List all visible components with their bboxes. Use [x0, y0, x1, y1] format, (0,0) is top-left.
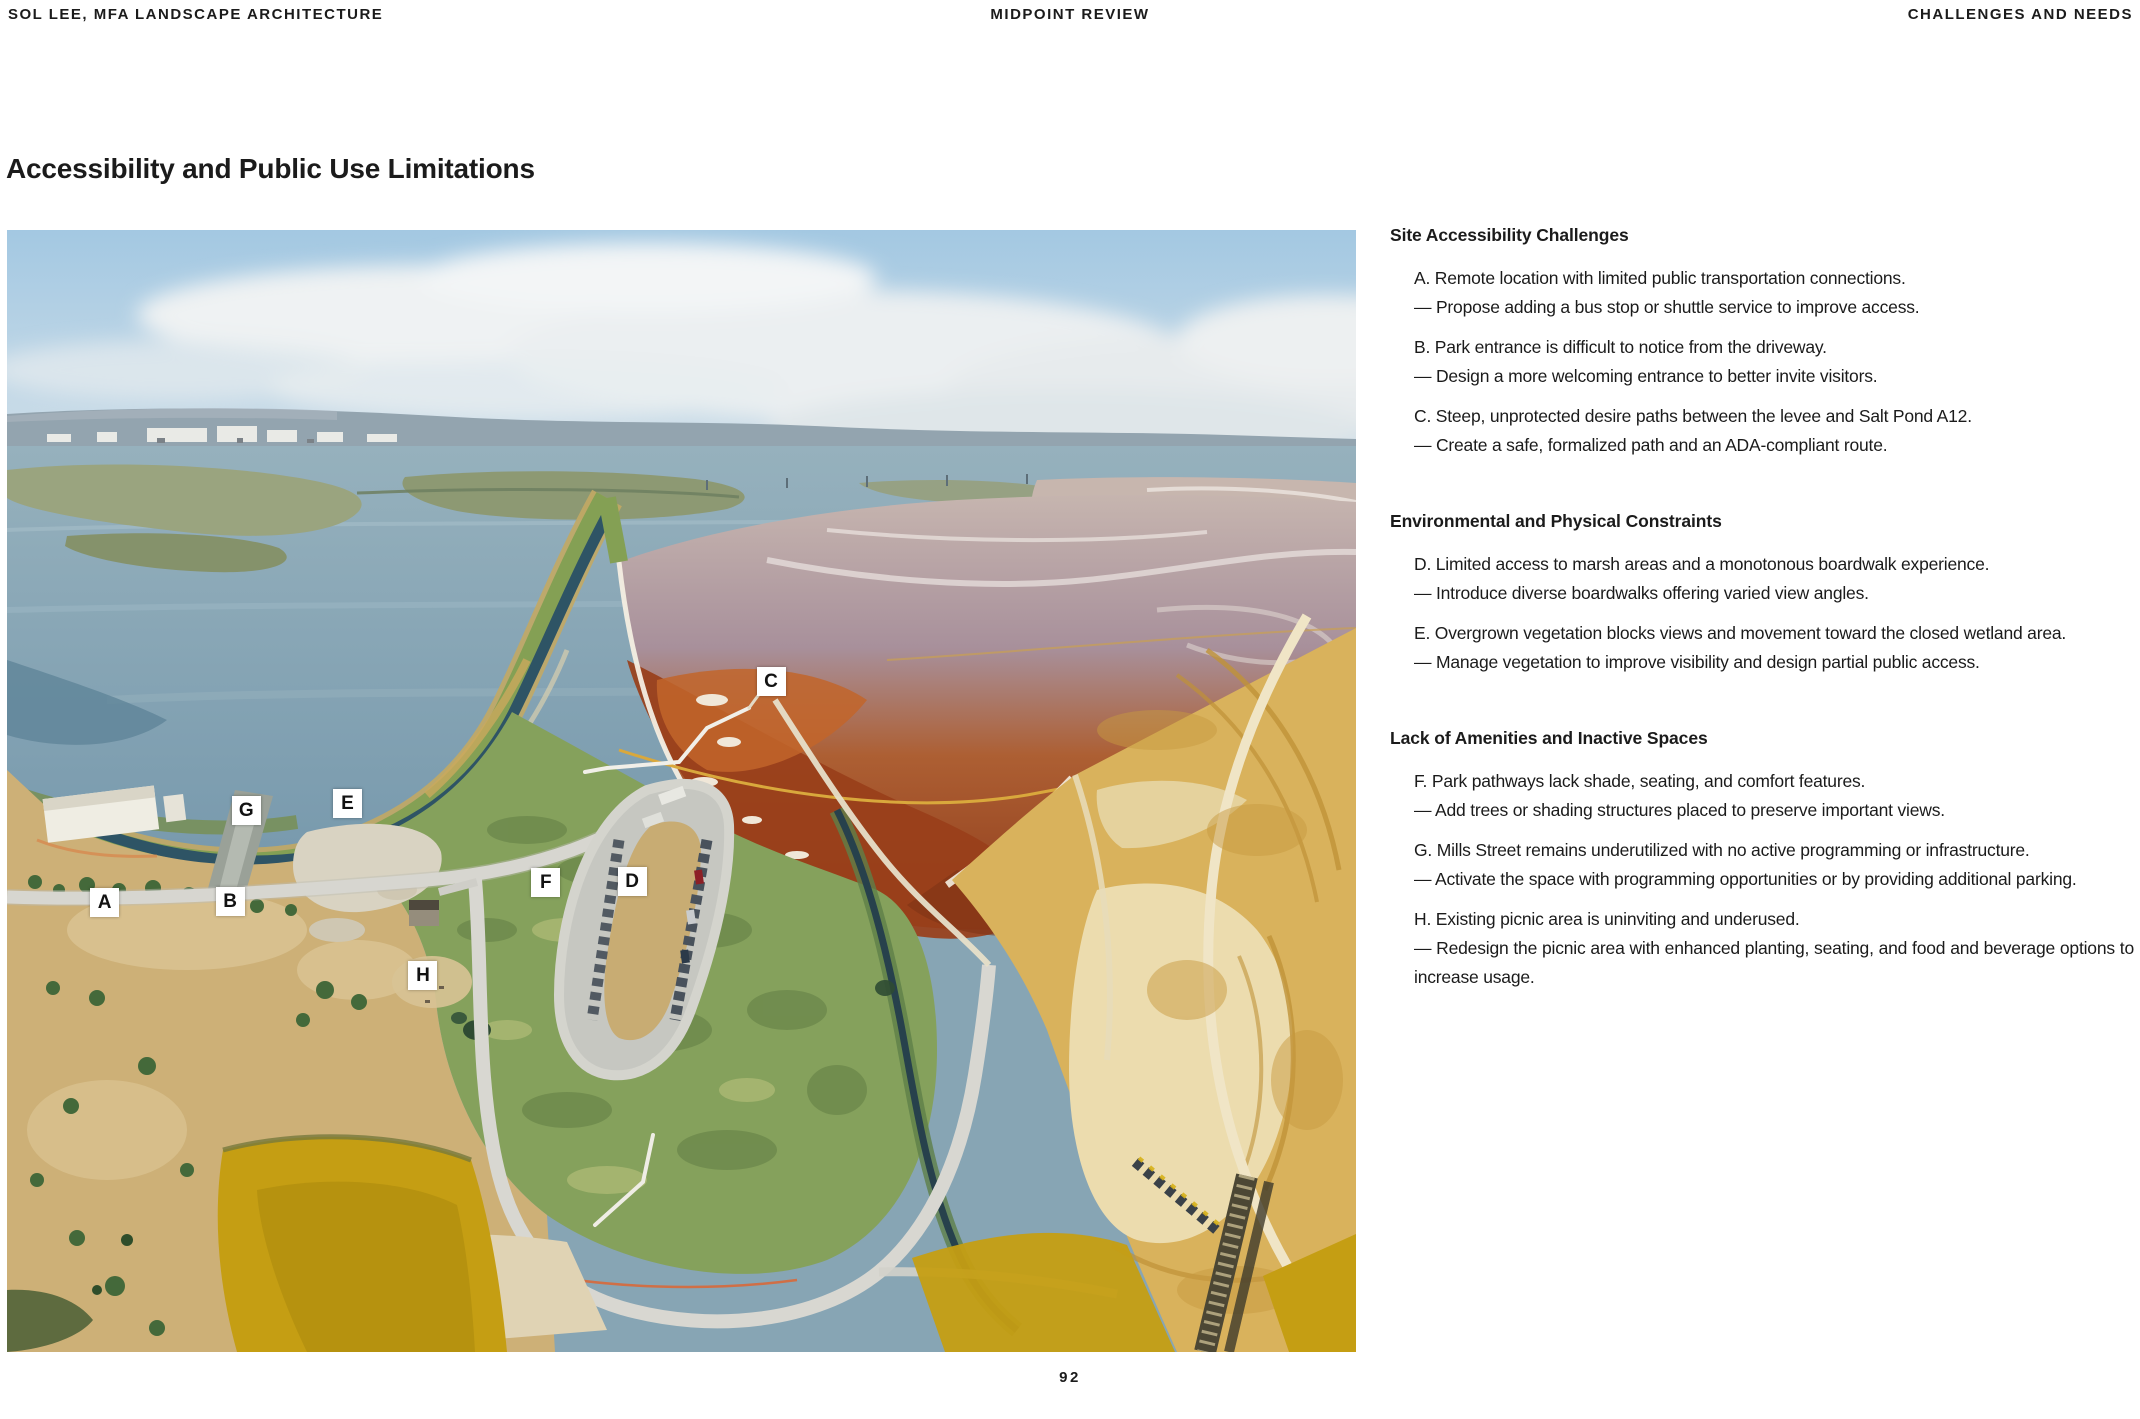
challenge-solution: — Manage vegetation to improve visibility and design partial public access.: [1414, 652, 1980, 672]
section-heading: Site Accessibility Challenges: [1390, 225, 1629, 245]
section-heading: Environmental and Physical Constraints: [1390, 511, 1722, 531]
challenge-solution: — Propose adding a bus stop or shuttle service to improve access.: [1414, 297, 1920, 317]
photo-marker-b: B: [216, 887, 245, 916]
entrance-kiosk: [409, 900, 439, 926]
challenge-solution: — Activate the space with programming opportunities or by providing additional parking.: [1414, 869, 2077, 889]
challenge-problem: C. Steep, unprotected desire paths between the levee and Salt Pond A12.: [1414, 406, 1972, 426]
photo-marker-a: A: [90, 888, 119, 917]
photo-marker-c: C: [757, 667, 786, 696]
challenge-item-e: [1390, 619, 2134, 677]
challenge-problem: H. Existing picnic area is uninviting and underused.: [1414, 909, 1800, 929]
section-heading: Lack of Amenities and Inactive Spaces: [1390, 728, 1708, 748]
challenge-solution: — Add trees or shading structures placed to preserve important views.: [1414, 800, 1945, 820]
page-title: Accessibility and Public Use Limitations: [6, 152, 535, 184]
challenge-item-c: [1390, 402, 2134, 460]
challenge-item-a: [1390, 264, 2134, 322]
challenge-item-g: [1390, 836, 2134, 894]
running-header: [0, 6, 2140, 28]
photo-marker-d: D: [618, 867, 647, 896]
photo-marker-f: F: [531, 868, 560, 897]
challenge-problem: A. Remote location with limited public transportation connections.: [1414, 268, 1906, 288]
section-environmental-constraints: [1390, 507, 2134, 677]
header-review-stage: MIDPOINT REVIEW: [990, 6, 1150, 23]
challenge-solution: — Introduce diverse boardwalks offering varied view angles.: [1414, 583, 1869, 603]
challenge-item-f: [1390, 767, 2134, 825]
challenge-problem: E. Overgrown vegetation blocks views and movement toward the closed wetland area.: [1414, 623, 2067, 643]
challenge-problem: F. Park pathways lack shade, seating, and comfort features.: [1414, 771, 1866, 791]
challenge-item-d: [1390, 550, 2134, 608]
section-site-accessibility: [1390, 221, 2134, 460]
challenge-solution: — Create a safe, formalized path and an ADA-compliant route.: [1414, 435, 1888, 455]
challenge-problem: B. Park entrance is difficult to notice from the driveway.: [1414, 337, 1827, 357]
challenge-solution: — Design a more welcoming entrance to better invite visitors.: [1414, 366, 1878, 386]
page-number: 92: [1059, 1369, 1081, 1386]
challenges-notes: [1390, 221, 2134, 1039]
challenge-item-b: [1390, 333, 2134, 391]
section-lack-of-amenities: [1390, 724, 2134, 992]
header-author: SOL LEE, MFA LANDSCAPE ARCHITECTURE: [8, 6, 384, 23]
challenge-problem: D. Limited access to marsh areas and a monotonous boardwalk experience.: [1414, 554, 1990, 574]
aerial-photo: [7, 230, 1356, 1352]
aerial-photo-illustration: [7, 230, 1356, 1352]
challenge-solution: — Redesign the picnic area with enhanced planting, seating, and food and beverage options to increase usage.: [1414, 938, 2134, 987]
challenge-item-h: [1390, 905, 2134, 992]
photo-marker-e: E: [333, 789, 362, 818]
challenge-problem: G. Mills Street remains underutilized with no active programming or infrastructure.: [1414, 840, 2030, 860]
photo-marker-h: H: [408, 961, 437, 990]
header-chapter: CHALLENGES AND NEEDS: [1907, 6, 2133, 23]
photo-marker-g: G: [232, 796, 261, 825]
